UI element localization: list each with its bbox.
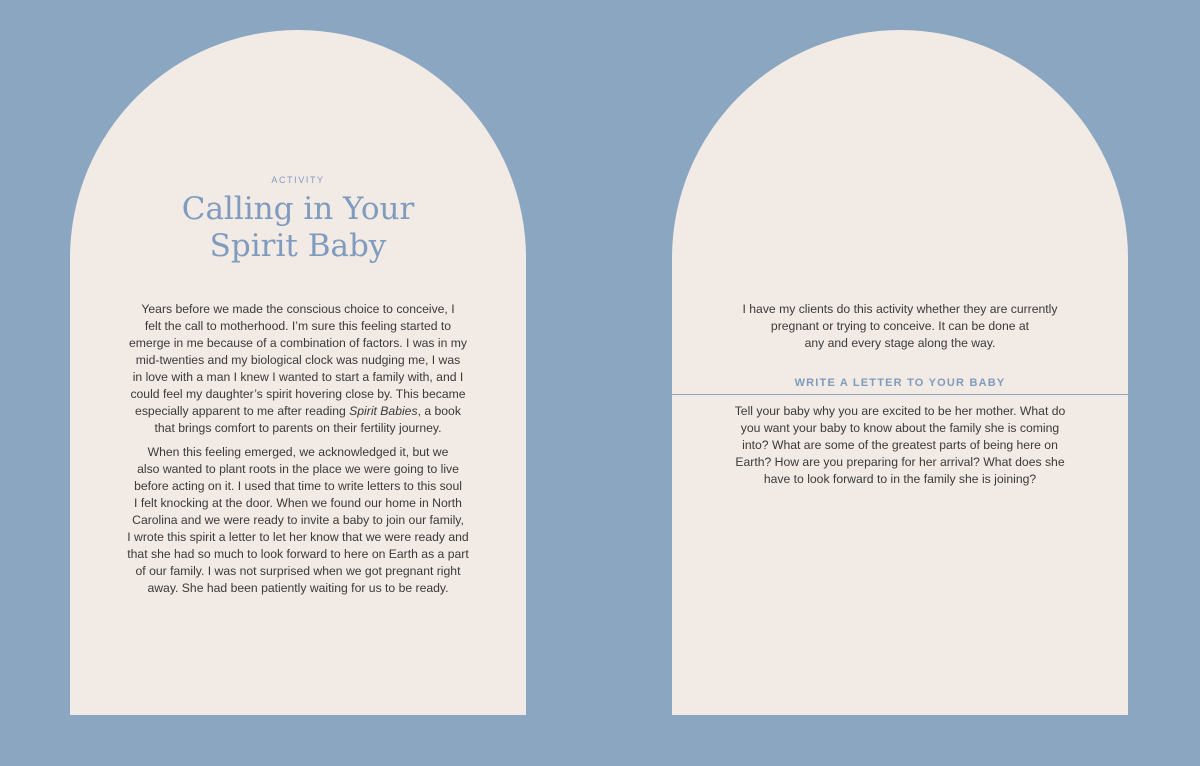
text-line: emerge in me because of a combination of factors. I was in my xyxy=(128,336,468,350)
title-line: Spirit Baby xyxy=(209,228,387,264)
intro-paragraph xyxy=(70,301,526,437)
text-line: before acting on it. I used that time to write letters to this soul xyxy=(134,479,462,493)
page-title xyxy=(70,191,526,265)
title-line: Calling in Your xyxy=(181,191,415,227)
text-line: I felt knocking at the door. When we found our home in North xyxy=(134,496,462,510)
text-line: pregnant or trying to conceive. It can be done at xyxy=(770,319,1030,333)
right-arch-page xyxy=(672,30,1128,715)
letter-prompt-paragraph xyxy=(672,403,1128,488)
text-line: When this feeling emerged, we acknowledged it, but we xyxy=(147,445,449,459)
text-line: that she had so much to look forward to here on Earth as a part xyxy=(127,547,469,561)
text-line: have to look forward to in the family she is joining? xyxy=(763,472,1037,486)
left-arch-page xyxy=(70,30,526,715)
text-line: in love with a man I knew I wanted to start a family with, and I xyxy=(132,370,464,384)
text-line: any and every stage along the way. xyxy=(804,336,996,350)
text-line xyxy=(70,403,526,420)
text-run: especially apparent to me after reading xyxy=(135,404,350,418)
text-line: could feel my daughter’s spirit hovering close by. This became xyxy=(130,387,466,401)
story-paragraph xyxy=(70,444,526,597)
text-line: also wanted to plant roots in the place we were going to live xyxy=(137,462,459,476)
text-line: mid-twenties and my biological clock was nudging me, I was xyxy=(135,353,461,367)
text-line: away. She had been patiently waiting for us to be ready. xyxy=(147,581,449,595)
text-line: Carolina and we were ready to invite a baby to join our family, xyxy=(132,513,464,527)
book-title: Spirit Babies xyxy=(349,404,418,418)
text-line: that brings comfort to parents on their fertility journey. xyxy=(154,421,442,435)
text-line: Earth? How are you preparing for her arrival? What does she xyxy=(735,455,1065,469)
activity-label: ACTIVITY xyxy=(271,175,325,185)
divider-line xyxy=(672,394,1128,395)
text-line: Tell your baby why you are excited to be her mother. What do xyxy=(734,404,1066,418)
text-run: , a book xyxy=(417,404,461,418)
text-line: of our family. I was not surprised when we got pregnant right xyxy=(135,564,461,578)
section-heading: WRITE A LETTER TO YOUR BABY xyxy=(794,377,1006,389)
text-line: felt the call to motherhood. I’m sure this feeling started to xyxy=(144,319,452,333)
text-line: Years before we made the conscious choice to conceive, I xyxy=(141,302,455,316)
text-line: into? What are some of the greatest parts of being here on xyxy=(742,438,1058,452)
text-line: I wrote this spirit a letter to let her know that we were ready and xyxy=(127,530,469,544)
activity-intro-paragraph xyxy=(672,301,1128,352)
text-line: I have my clients do this activity whether they are currently xyxy=(742,302,1058,316)
text-line: you want your baby to know about the family she is coming xyxy=(740,421,1060,435)
